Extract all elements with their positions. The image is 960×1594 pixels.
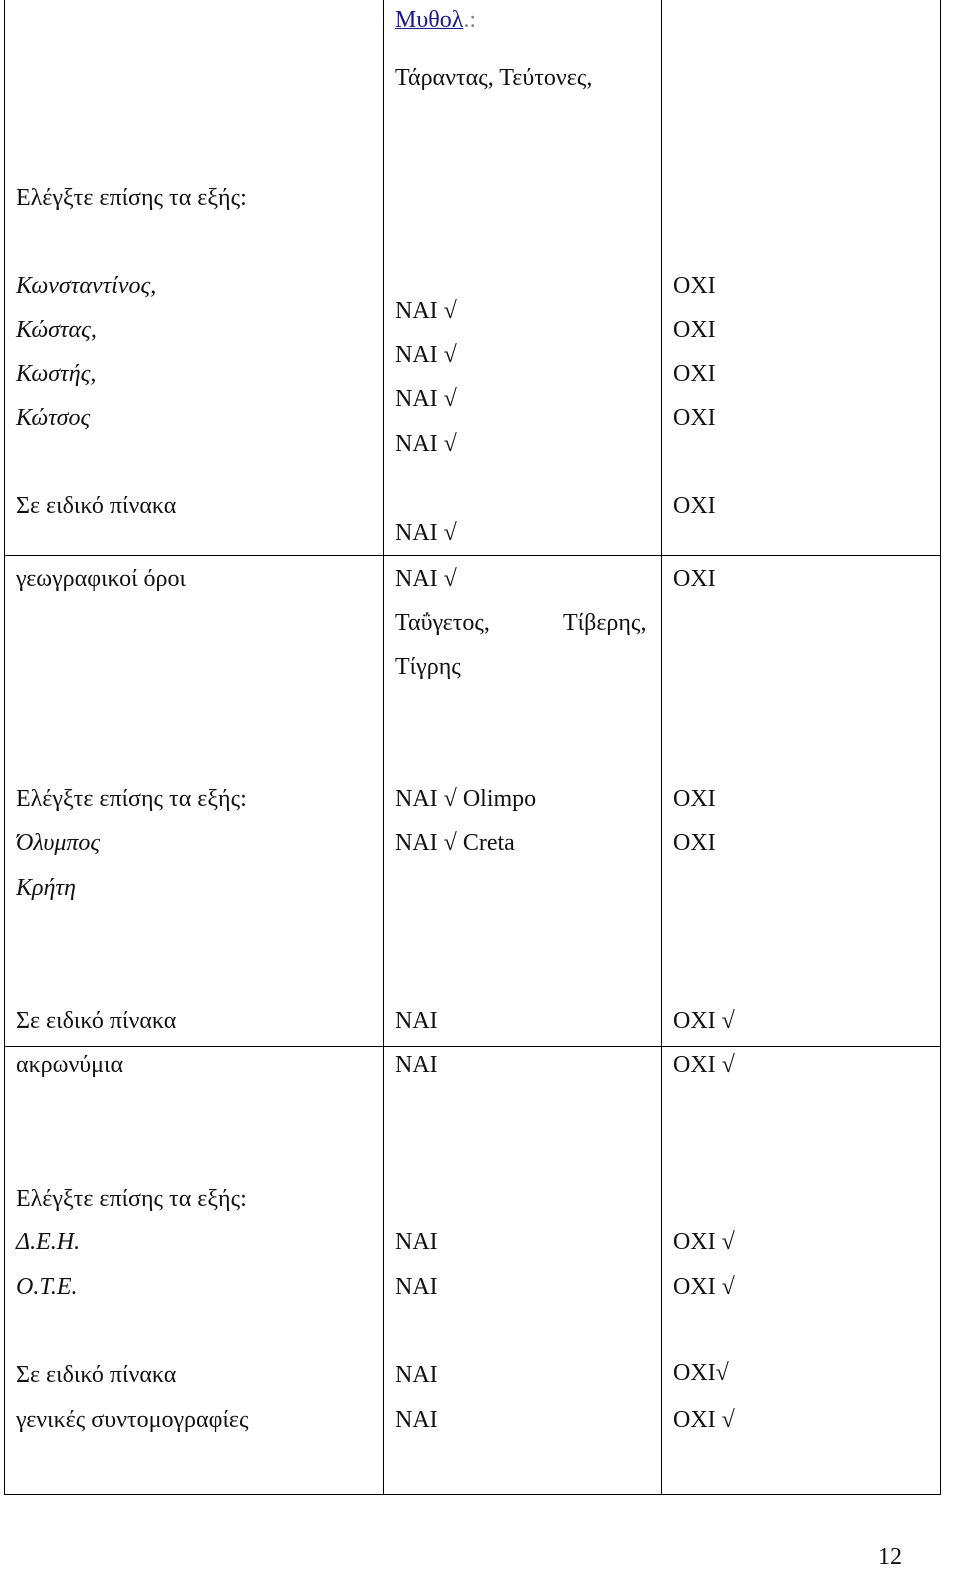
geo-no-1: ΟΧΙ (673, 493, 716, 519)
acro-yes-2: ΝΑΙ (395, 1052, 438, 1078)
yes-mark: ΝΑΙ (395, 1229, 438, 1255)
place-item: Κρήτη (16, 875, 76, 901)
no-check: ΟΧΙ √ (673, 1274, 735, 1300)
geo-yes-2: ΝΑΙ √ (395, 566, 457, 592)
yes-check: ΝΑΙ √ Creta (395, 830, 515, 856)
geo-label-1: Σε ειδικό πίνακα (16, 493, 177, 519)
column-divider-1 (383, 0, 384, 1495)
section1-heading: Ελέγξτε επίσης τα εξής: (16, 185, 247, 211)
acro-label-2: ακρωνύμια (16, 1052, 124, 1078)
yes-check: ΝΑΙ √ (395, 431, 457, 457)
geo-example-1: Ταΰγετος, (395, 610, 490, 636)
abbrev-yes-1: ΝΑΙ (395, 1362, 438, 1388)
table-border-left (4, 0, 5, 1495)
geo-example-2: Τίβερης, (563, 610, 647, 636)
abbrev-no-1: ΟΧΙ√ (673, 1360, 729, 1386)
acro-no-1: ΟΧΙ √ (673, 1008, 735, 1034)
no-mark: ΟΧΙ (673, 786, 716, 812)
yes-check: ΝΑΙ √ Olimpo (395, 786, 537, 812)
mythology-suffix: .: (463, 7, 477, 33)
abbrev-no-2: ΟΧΙ √ (673, 1407, 735, 1433)
name-item: Κώτσος (16, 405, 91, 431)
mythology-link[interactable]: Μυθολ (395, 7, 464, 33)
abbrev-item: Δ.Ε.Η. (16, 1229, 81, 1255)
abbrev-label-1: Σε ειδικό πίνακα (16, 1362, 177, 1388)
acro-no-2: ΟΧΙ √ (673, 1052, 735, 1078)
acro-label-1: Σε ειδικό πίνακα (16, 1008, 177, 1034)
abbrev-item: Ο.Τ.Ε. (16, 1274, 78, 1300)
myth-names: Τάραντας, Τεύτονες, (395, 65, 593, 91)
no-mark: ΟΧΙ (673, 361, 716, 387)
section2-heading: Ελέγξτε επίσης τα εξής: (16, 786, 247, 812)
name-item: Κωστής, (16, 361, 97, 387)
name-item: Κωνσταντίνος, (16, 273, 157, 299)
yes-check: ΝΑΙ √ (395, 386, 457, 412)
no-check: ΟΧΙ √ (673, 1229, 735, 1255)
yes-mark: ΝΑΙ (395, 1274, 438, 1300)
abbrev-label-2: γενικές συντομογραφίες (16, 1407, 249, 1433)
mythology-header (395, 8, 476, 32)
no-mark: ΟΧΙ (673, 273, 716, 299)
place-item: Όλυμπος (16, 830, 101, 856)
abbrev-yes-2: ΝΑΙ (395, 1407, 438, 1433)
no-mark: ΟΧΙ (673, 830, 716, 856)
acro-yes-1: ΝΑΙ (395, 1008, 438, 1034)
geo-yes-1: ΝΑΙ √ (395, 520, 457, 546)
row-divider (4, 555, 941, 556)
column-divider-2 (661, 0, 662, 1495)
table-border-bottom (4, 1494, 941, 1495)
section3-heading: Ελέγξτε επίσης τα εξής: (16, 1186, 247, 1212)
yes-check: ΝΑΙ √ (395, 342, 457, 368)
no-mark: ΟΧΙ (673, 405, 716, 431)
no-mark: ΟΧΙ (673, 317, 716, 343)
yes-check: ΝΑΙ √ (395, 298, 457, 324)
geo-example-3: Τίγρης (395, 654, 461, 680)
page-number: 12 (878, 1544, 902, 1570)
geo-no-2: ΟΧΙ (673, 566, 716, 592)
row-divider (4, 1046, 941, 1047)
table-border-right (940, 0, 941, 1495)
name-item: Κώστας, (16, 317, 97, 343)
geo-label-2: γεωγραφικοί όροι (16, 566, 186, 592)
